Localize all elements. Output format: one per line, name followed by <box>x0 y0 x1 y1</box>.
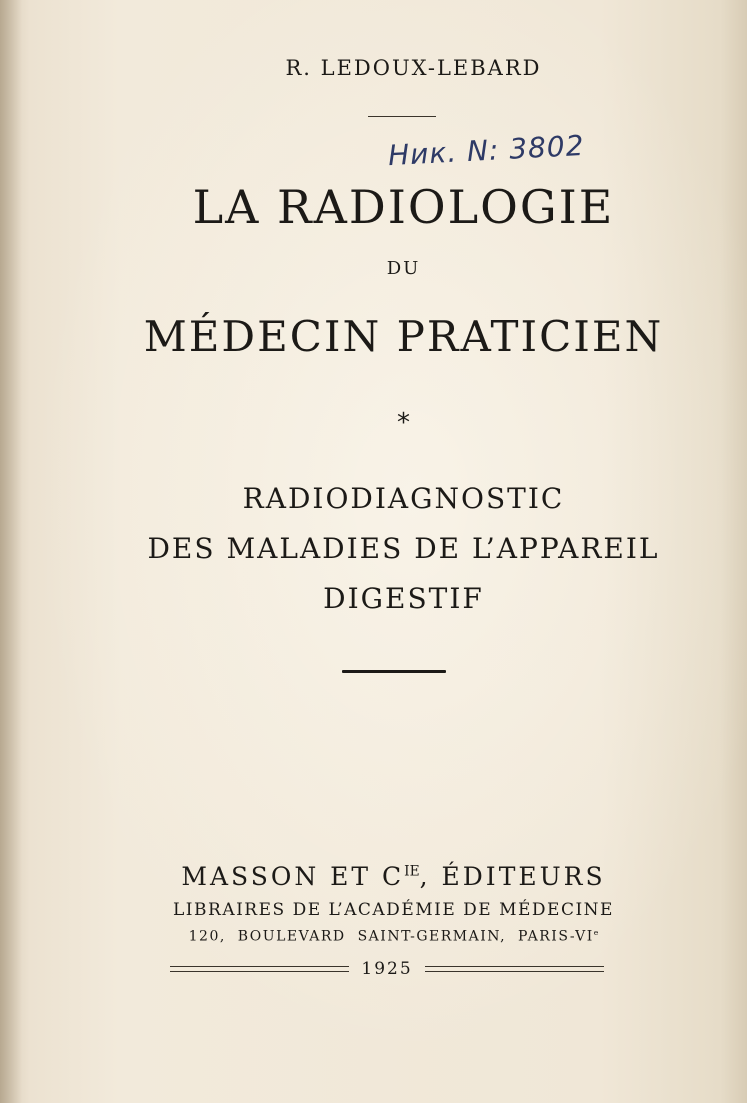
short-divider <box>368 116 436 117</box>
publisher-address <box>0 928 747 944</box>
title-connector: DU <box>386 258 421 279</box>
asterisk-ornament: * <box>397 408 410 438</box>
publisher-address-main: 120, BOULEVARD SAINT-GERMAIN, PARIS-VI <box>188 928 594 945</box>
publisher-affiliation: LIBRAIRES DE L’ACADÉMIE DE MÉDECINE <box>173 900 614 920</box>
publisher-name-start: MASSON ET C <box>181 862 405 891</box>
subtitle-line-1: RADIODIAGNOSTIC <box>242 482 565 515</box>
title-line-1: LA RADIOLOGIE <box>192 180 615 234</box>
year-rule-left <box>170 966 349 972</box>
subtitle-line-2: DES MALADIES DE L’APPAREIL <box>147 532 660 565</box>
year-row <box>170 956 604 982</box>
publisher-name-end: , ÉDITEURS <box>419 862 606 891</box>
handwritten-annotation: Ник. N: 3802 <box>387 128 586 173</box>
publication-year: 1925 <box>361 959 413 979</box>
publisher-name-superscript: IE <box>404 863 420 880</box>
publisher-name <box>0 862 747 891</box>
publisher-address-superscript: e <box>593 928 599 937</box>
thick-divider <box>342 670 446 673</box>
subtitle-line-3: DIGESTIF <box>323 582 484 615</box>
author-name: R. LEDOUX-LEBARD <box>285 56 542 80</box>
year-rule-right <box>425 966 604 972</box>
title-line-2: MÉDECIN PRATICIEN <box>143 312 664 361</box>
